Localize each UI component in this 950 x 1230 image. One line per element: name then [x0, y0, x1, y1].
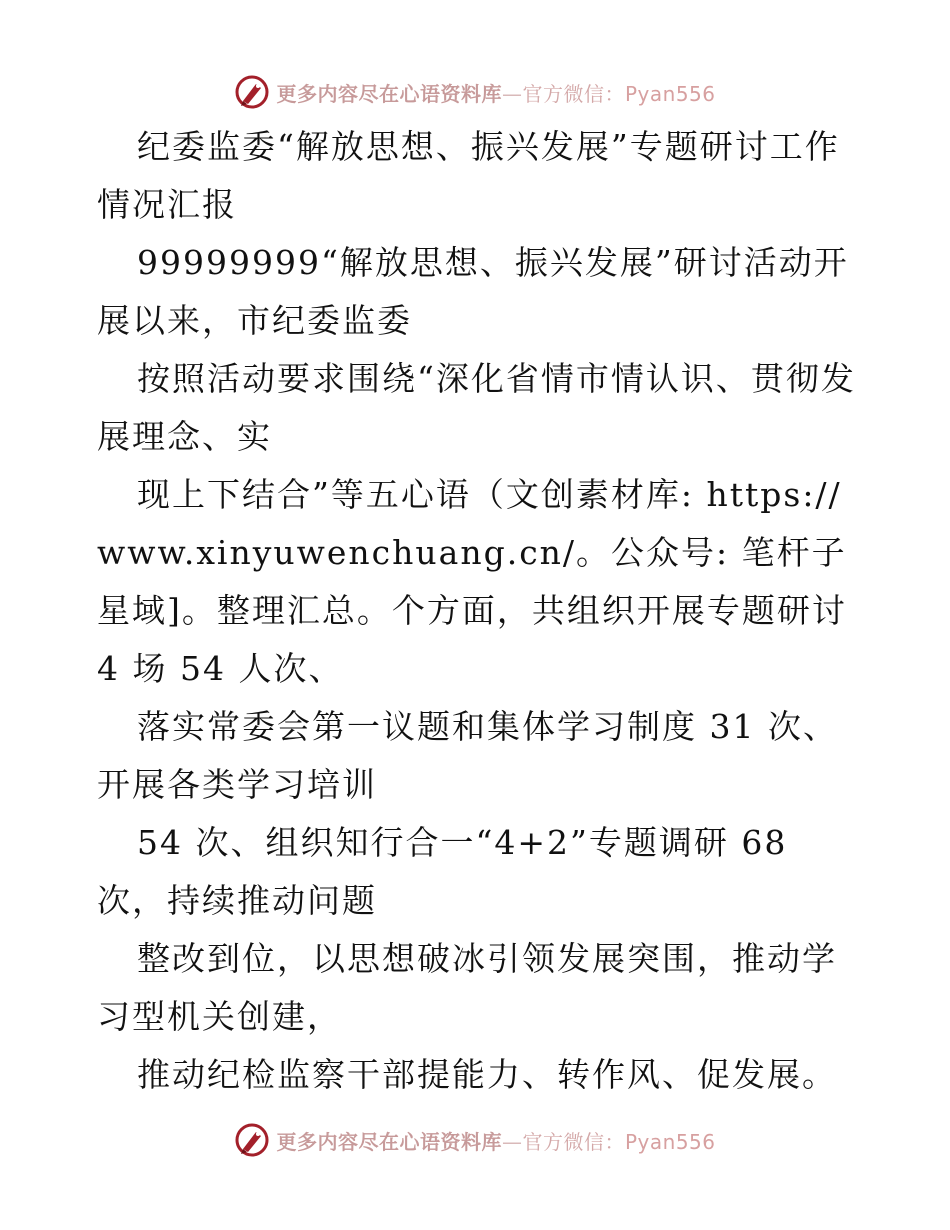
paragraph: 99999999“解放思想、振兴发展”研讨活动开展以来，市纪委监委 [97, 243, 849, 340]
paragraph: 落实常委会第一议题和集体学习制度 31 次、开展各类学习培训 [97, 707, 838, 804]
header-banner [0, 70, 950, 114]
banner-main-text: 更多内容尽在心语资料库 [276, 81, 502, 106]
document-title: 纪委监委“解放思想、振兴发展”专题研讨工作情况汇报 [97, 127, 840, 224]
banner-text [276, 1126, 715, 1155]
banner-main-text: 更多内容尽在心语资料库 [276, 1129, 502, 1154]
paragraph: 现上下结合”等五心语（文创素材库: https://www.xinyuwenchuang.cn/。公众号: 笔杆子星域]。整理汇总。个方面，共组织开展专题研讨 4 场 54 人次、 [97, 475, 847, 688]
paragraph: 按照活动要求围绕“深化省情市情认识、贯彻发展理念、实 [97, 359, 856, 456]
banner-wechat-label: 官方微信： [522, 81, 625, 106]
paragraph: 54 次、组织知行合一“4+2”专题调研 68 次，持续推动问题 [97, 823, 788, 920]
document-body [97, 118, 857, 1104]
banner-separator: — [501, 1129, 523, 1154]
paragraph: 推动纪检监察干部提能力、转作风、促发展。 [137, 1055, 837, 1094]
pen-circle-logo-icon [234, 1122, 270, 1158]
banner-text [276, 78, 715, 107]
paragraph: 整改到位，以思想破冰引领发展突围，推动学习型机关创建， [97, 939, 837, 1036]
banner-wechat-id: Pyan556 [624, 1129, 716, 1154]
pen-circle-logo-icon [234, 74, 270, 110]
banner-wechat-label: 官方微信： [522, 1129, 625, 1154]
banner-wechat-id: Pyan556 [624, 81, 716, 106]
footer-banner [0, 1118, 950, 1162]
banner-separator: — [501, 81, 523, 106]
